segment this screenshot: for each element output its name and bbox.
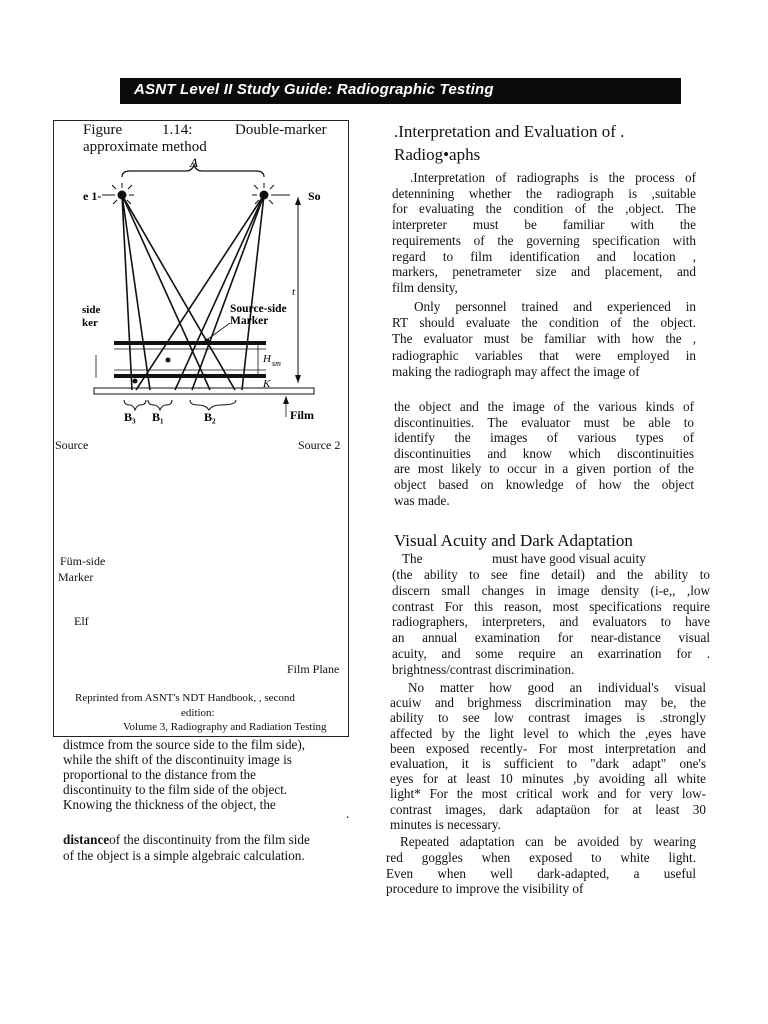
label-film-plane: Film Plane xyxy=(287,662,340,676)
figure-credit-1: Reprinted from ASNT's NDT Handbook, , second xyxy=(75,692,295,704)
para4-line: brightness/contrast discrimination. xyxy=(392,661,575,677)
figure-credit-2: edition: xyxy=(181,707,215,719)
para6-line: Repeated adaptation can be avoided by wearing xyxy=(400,834,696,849)
para4-line: acuity, and some require an exarrination for . xyxy=(392,646,710,661)
header-bar xyxy=(120,78,681,104)
para4-line: an annual examination for near-distance visual xyxy=(392,630,710,646)
label-b1: B₁ xyxy=(152,410,164,424)
label-elf: Elf xyxy=(74,614,89,628)
label-ker: ker xyxy=(82,317,98,329)
para3-line: discontinuities and know which discontinuities xyxy=(394,445,694,461)
figure-credit-3: Volume 3, Radiography and Radiation Testing xyxy=(123,721,327,733)
label-source-side-marker-1: Source-side xyxy=(230,303,287,315)
figure-caption-number: Figure xyxy=(83,122,123,138)
para4-line: discern small changes in image density (i-e,, ,low xyxy=(392,582,710,598)
para3-line: object based on knowledge of how the object xyxy=(394,477,694,492)
para5-line: eyes for at least 10 minutes ,by avoiding all white xyxy=(390,771,706,787)
figure-caption-id: 1.14: xyxy=(162,122,193,138)
left-text-line-4: discontinuity to the film side of the object. xyxy=(63,782,288,797)
left-text-dot: . xyxy=(346,806,350,821)
left-text-line-2: while the shift of the discontinuity image is xyxy=(63,752,292,767)
para6-line: red goggles when exposed to white light. xyxy=(386,849,696,865)
heading-interpretation-1: .Interpretation and Evaluation of . xyxy=(394,122,625,141)
para2-line: RT should evaluate the condition of the object. xyxy=(392,315,696,331)
heading-interpretation-2: Radiog•aphs xyxy=(394,145,481,164)
para3-line: discontinuities. The evaluator must be able to xyxy=(394,414,694,430)
figure-caption-subtitle: approximate method xyxy=(83,139,207,155)
para1-line: markers, penetrameter size and placement, and xyxy=(392,264,696,280)
double-marker-diagram xyxy=(80,155,342,425)
para3-line: was made. xyxy=(394,492,450,508)
para1-line: requirements of the governing specification with xyxy=(392,232,696,248)
para3-line: identify the images of various types of xyxy=(394,430,694,446)
left-text-line-6 xyxy=(63,832,310,848)
left-text-line-3: proportional to the distance from the xyxy=(63,767,256,782)
para5-line: ability to see low contrast images is .strongly xyxy=(390,710,706,726)
label-film: Film xyxy=(290,408,314,422)
para6-line: Even when well dark-adapted, a useful xyxy=(386,865,696,881)
para2-line: radiographic variables that were employed in xyxy=(392,347,696,363)
para3-line: are most likely to occur in a given portion of the xyxy=(394,461,694,477)
para2-line: making the radiograph may affect the image of xyxy=(392,363,640,379)
label-film-side-marker-2: Marker xyxy=(58,570,94,584)
para1-line: regard to film identification and location , xyxy=(392,248,696,264)
left-text-line-5: Knowing the thickness of the object, the xyxy=(63,797,276,812)
distance-word: distance xyxy=(63,832,110,847)
heading-visual-acuity: Visual Acuity and Dark Adaptation xyxy=(394,531,633,550)
para5-line: light* For the most critical work and for very low- xyxy=(390,786,706,802)
para5-line: minutes is necessary. xyxy=(390,816,501,832)
para2-line: The evaluator must be familiar with how the , xyxy=(392,331,696,347)
label-b3: B₃ xyxy=(124,410,136,424)
label-source-left: Source xyxy=(55,438,89,452)
para5-line: been exposed recently- For most interpretation and xyxy=(390,740,706,756)
label-b2: B₂ xyxy=(204,410,216,424)
para4-line: radiographers, interpreters, and evaluators to have xyxy=(392,614,710,630)
para1-line: interpreter must be familiar with the xyxy=(392,217,696,233)
label-hsm: H xyxy=(263,353,271,365)
para4-line: (the ability to see fine detail) and the ability to xyxy=(392,567,710,582)
label-k: K xyxy=(263,378,271,390)
left-text-line-1: distmce from the source side to the film side), xyxy=(63,737,306,752)
label-source-side-marker-2: Marker xyxy=(230,315,269,327)
figure-caption-title: Double-marker xyxy=(235,122,327,138)
para1-line: film density, xyxy=(392,279,458,295)
label-t: t xyxy=(292,286,296,298)
para5-line: evaluation, it is sufficient to "dark adapt" one's xyxy=(390,756,706,771)
para4-first-b: must have good visual acuity xyxy=(492,551,646,566)
para3-line: the object and the image of the various kinds of xyxy=(394,399,694,414)
label-so: So xyxy=(308,189,321,203)
para2-line: Only personnel trained and experienced in xyxy=(414,299,696,314)
left-text-line-6-rest: of the discontinuity from the film side xyxy=(109,832,310,847)
para5-line: No matter how good an individual's visual xyxy=(408,680,706,695)
para1-line: for evaluating the condition of the ,object. The xyxy=(392,201,696,217)
para6-line: procedure to improve the visibility of xyxy=(386,881,584,897)
left-text-line-7: of the object is a simple algebraic calculation. xyxy=(63,848,305,863)
label-side: side xyxy=(82,304,101,316)
para5-line: contrast images, dark adaptaüon for at least 30 xyxy=(390,801,706,817)
para5-line: affected by the light level to which the ,eyes have xyxy=(390,725,706,741)
para5-line: acuiw and brighmess discrimination may be, the xyxy=(390,695,706,711)
label-a: A xyxy=(190,155,198,170)
label-source-right: Source 2 xyxy=(298,438,341,452)
header-title: ASNT Level II Study Guide: Radiographic Testing xyxy=(134,81,494,98)
label-hsm-sub: sm xyxy=(272,359,281,368)
para4-line: contrast For this reason, most specifications require xyxy=(392,598,710,614)
label-film-side-marker-1: Füm-side xyxy=(60,554,106,568)
label-e1: e 1- xyxy=(83,189,102,203)
para1-line: .Interpretation of radiographs is the process of xyxy=(410,170,696,185)
para1-line: detennining whether the radiograph is ,suitable xyxy=(392,185,696,201)
para4-first-a: The xyxy=(402,551,423,566)
